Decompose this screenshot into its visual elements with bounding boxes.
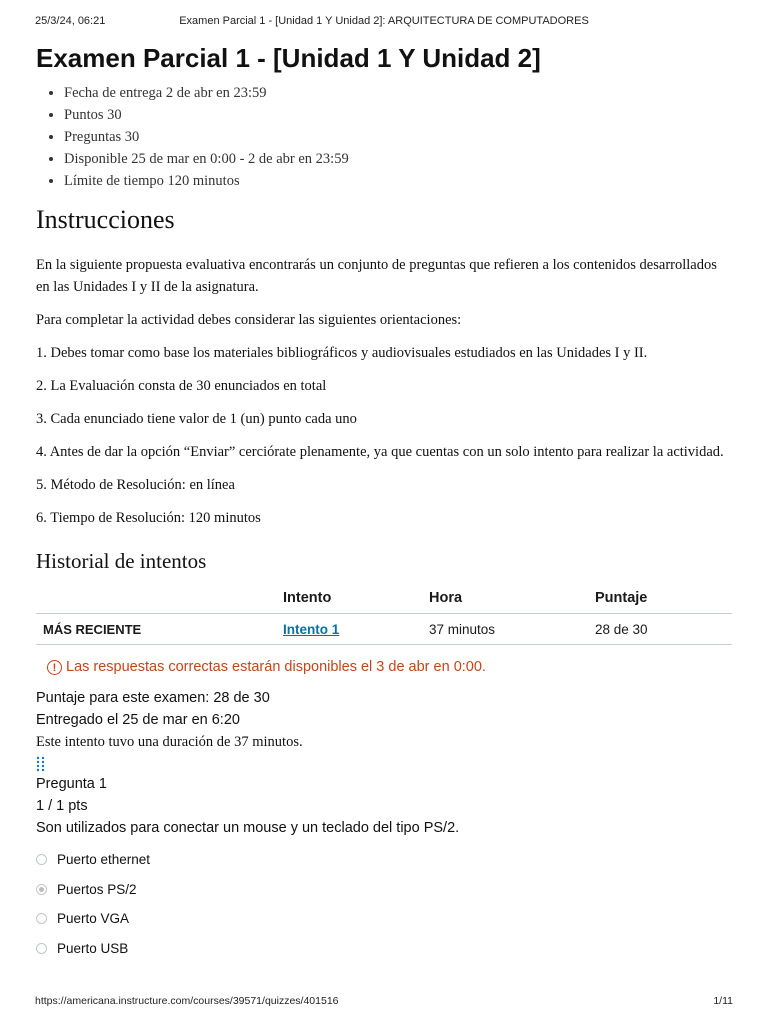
detail-points: • Puntos 30 [64,104,732,126]
warning-circle-icon: ! [47,660,62,675]
attempt-history-table [36,583,732,645]
score-line: Puntaje para este examen: 28 de 30 [36,690,270,706]
radio-button[interactable] [36,854,47,865]
answers-availability-notice [47,657,732,677]
submitted-line: Entregado el 25 de mar en 6:20 [36,712,240,728]
column-header-time: Hora [429,583,595,614]
column-header [36,583,283,614]
radio-button[interactable] [36,913,47,924]
answer-option[interactable] [36,934,732,964]
quiz-details-list [36,82,732,192]
detail-due-date: • Fecha de entrega 2 de abr en 23:59 [64,82,732,104]
print-doc-title: Examen Parcial 1 - [Unidad 1 Y Unidad 2]: ARQUITECTURA DE COMPUTADORES [179,15,589,27]
print-header [35,15,733,29]
print-footer [35,995,733,1009]
instructions-paragraph: En la siguiente propuesta evaluativa encontrarás un conjunto de preguntas que refieren a los contenidos desarrollados en las Unidades I y II de la asignatura. [36,257,717,295]
radio-button-checked[interactable] [36,884,47,895]
answer-option-selected[interactable] [36,875,732,905]
table-row [36,614,732,645]
radio-button[interactable] [36,943,47,954]
print-url: https://americana.instructure.com/courses/39571/quizzes/401516 [35,995,339,1007]
duration-line: Este intento tuvo una duración de 37 minutos. [36,734,303,750]
instructions-paragraph: 3. Cada enunciado tiene valor de 1 (un) punto cada uno [36,411,357,427]
instructions-paragraph: 1. Debes tomar como base los materiales bibliográficos y audiovisuales estudiados en las Unidades I y II. [36,345,648,361]
instructions-title: Instrucciones [36,205,175,234]
question-points: 1 / 1 pts [36,798,88,814]
instructions-paragraph: 5. Método de Resolución: en línea [36,477,235,493]
answer-option[interactable] [36,845,732,875]
instructions-paragraph: 6. Tiempo de Resolución: 120 minutos [36,510,261,526]
answer-label: Puerto VGA [57,911,130,927]
column-header-attempt: Intento [283,583,429,614]
instructions-paragraph: Para completar la actividad debes considerar las siguientes orientaciones: [36,312,462,328]
answer-options [36,845,732,963]
print-page-number: 1/11 [713,995,733,1007]
attempt-link[interactable]: Intento 1 [283,621,340,637]
drag-handle-icon[interactable] [36,755,48,773]
page-title: Examen Parcial 1 - [Unidad 1 Y Unidad 2] [36,43,541,73]
column-header-score: Puntaje [595,583,732,614]
question-1 [36,773,732,839]
attempt-time: 37 minutos [429,614,595,645]
question-label: Pregunta 1 [36,776,107,792]
instructions-paragraph: 4. Antes de dar la opción “Enviar” cerciórate plenamente, ya que cuentas con un solo intento para realizar la actividad. [36,444,724,460]
history-title: Historial de intentos [36,549,207,573]
answer-option[interactable] [36,904,732,934]
quiz-content [36,40,732,963]
detail-available: • Disponible 25 de mar en 0:00 - 2 de abr en 23:59 [64,148,732,170]
attempt-result [36,687,732,753]
answer-label: Puertos PS/2 [57,881,137,897]
instructions-body [36,254,732,529]
detail-time-limit: • Límite de tiempo 120 minutos [64,170,732,192]
answer-label: Puerto ethernet [57,852,151,868]
question-text: Son utilizados para conectar un mouse y un teclado del tipo PS/2. [36,820,460,836]
table-header-row [36,583,732,614]
print-datetime: 25/3/24, 06:21 [35,15,106,27]
notice-text: Las respuestas correctas estarán disponibles el 3 de abr en 0:00. [66,659,486,675]
attempt-score: 28 de 30 [595,614,732,645]
instructions-paragraph: 2. La Evaluación consta de 30 enunciados en total [36,378,327,394]
answer-label: Puerto USB [57,940,129,956]
detail-questions: • Preguntas 30 [64,126,732,148]
row-label: MÁS RECIENTE [36,614,283,645]
